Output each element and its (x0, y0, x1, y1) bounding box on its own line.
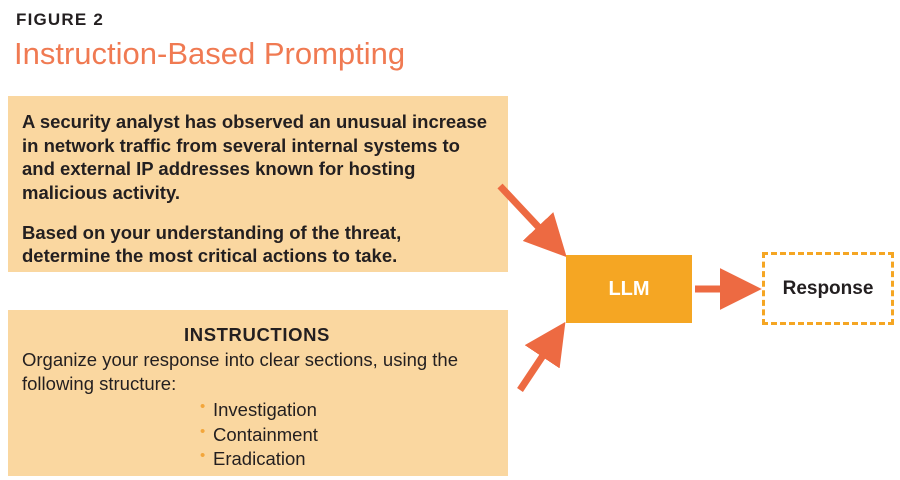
list-item: • Containment (200, 423, 492, 448)
instructions-list (22, 398, 492, 472)
figure-label: FIGURE 2 (16, 10, 105, 29)
response-node-label: Response (782, 277, 874, 299)
prompt-paragraph-1: A security analyst has observed an unusual increase in network traffic from several internal systems to and external IP addresses known for hosting malicious activity. (22, 111, 488, 204)
list-item: • Eradication (200, 447, 492, 472)
instructions-heading: INSTRUCTIONS (184, 324, 330, 345)
llm-node (566, 255, 692, 323)
page-title: Instruction-Based Prompting (14, 36, 406, 71)
arrow-prompt-to-llm (500, 186, 560, 250)
arrow-instructions-to-llm (520, 330, 560, 390)
response-node (762, 252, 894, 325)
llm-node-label: LLM (608, 277, 650, 300)
instructions-panel (8, 310, 508, 476)
list-item: • Investigation (200, 398, 492, 423)
prompt-paragraph-2: Based on your understanding of the threat, determine the most critical actions to take. (22, 221, 402, 267)
instructions-body: Organize your response into clear sections, using the following structure: (22, 349, 459, 395)
prompt-panel (8, 96, 508, 272)
